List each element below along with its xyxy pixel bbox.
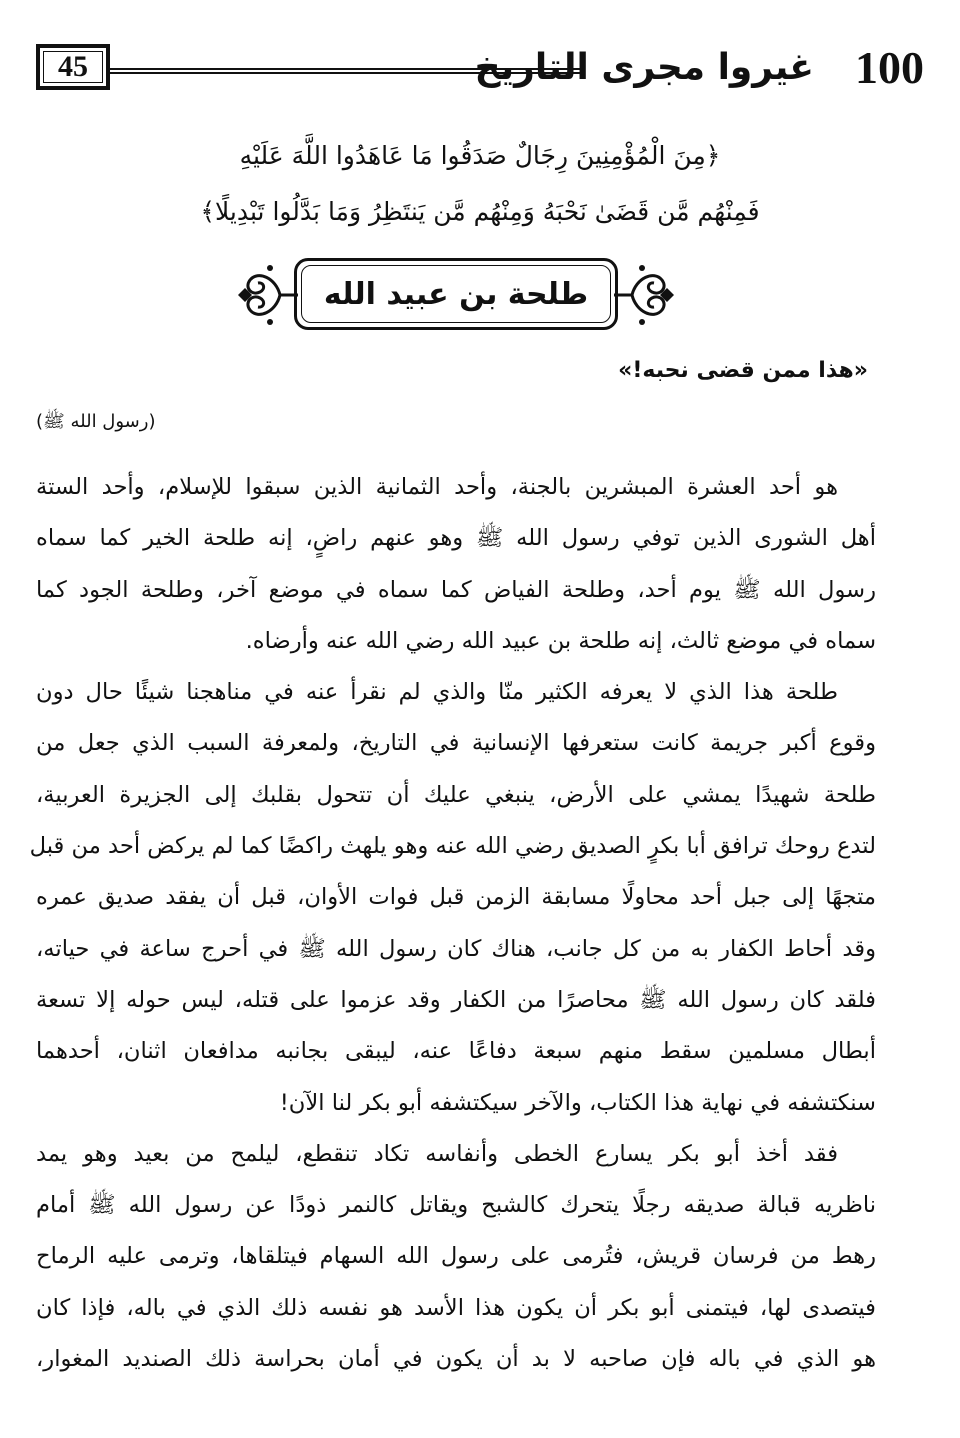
quote-attribution: (رسول الله ﷺ) (36, 411, 156, 432)
text-line: طلحة هذا الذي لا يعرفه الكثير منّا والذي لم نقرأ عنه في مناهجنا شيئًا حال دون (36, 679, 838, 706)
text-line: فلقد كان رسول الله ﷺ محاصرًا من الكفار وقد عزموا على قتله، ليس حوله إلا تسعة (36, 986, 876, 1013)
left-ornament-icon (236, 256, 300, 334)
text-line: أبطال مسلمين سقط منهم سبعة دفاعًا عنه، ليبقى بجانبه مدافعان اثنان، أحدهما (36, 1038, 876, 1065)
page-header (36, 38, 924, 102)
chapter-title: طلحة بن عبيد الله (323, 276, 589, 312)
book-title: غيروا مجرى التاريخ (474, 47, 814, 88)
text-line: فقد أخذ أبو بكر يسارع الخطى وأنفاسه تكاد تنقطع، ليلمح من بعيد وهو يمد (36, 1140, 838, 1167)
page-number: 45 (36, 44, 110, 90)
text-line: طلحة شهيدًا يمشي على الأرض، ينبغي عليك أن تتحول بقلبك إلى الجزيرة العربية، (36, 781, 876, 808)
text-line: هو أحد العشرة المبشرين بالجنة، وأحد الثمانية الذين سبقوا للإسلام، وأحد الستة (36, 474, 838, 500)
body-text (29, 462, 876, 1385)
text-line: رهط من فرسان قريش، فتُرمى على رسول الله السهام فيتلقاها، وترمى عليه الرماح (36, 1243, 876, 1270)
text-line: ناظريه قبالة صديقه رجلًا يتحرك كالشبح ويقاتل كالنمر ذودًا عن رسول الله ﷺ أمام (36, 1192, 876, 1219)
quran-verse (180, 128, 780, 240)
book-number: 100 (855, 42, 924, 93)
text-line: هو الذي في باله فإن صاحبه لا بد أن يكون في أمان بحراسة ذلك الصنديد المغوار، (36, 1346, 876, 1373)
text-line: أهل الشورى الذين توفي رسول الله ﷺ وهو عنهم راضٍ، إنه طلحة الخير كما سماه (36, 525, 876, 552)
chapter-title-frame (236, 252, 676, 338)
text-line: سنكتشفه في نهاية هذا الكتاب، والآخر سيكتشفه أبو بكر لنا الآن! (279, 1089, 876, 1116)
chapter-title-box (294, 258, 618, 330)
text-line: رسول الله ﷺ يوم أحد، وطلحة الفياض كما سماه في موضع آخر، وطلحة الجود كما (36, 576, 876, 603)
text-line: متجهًا إلى جبل أحد محاولًا مسابقة الزمن قبل فوات الأوان، قبل أن يفقد صديق عمره (36, 884, 876, 911)
text-line: سماه في موضع ثالث، إنه طلحة بن عبيد الله رضي الله عنه وأرضاه. (245, 627, 876, 654)
text-line: فيتصدى لها، فيتمنى أبو بكر أن يكون هذا الأسد هو نفسه ذلك الذي في باله، فإذا كان (36, 1294, 876, 1321)
verse-line-1: ﴿مِنَ الْمُؤْمِنِينَ رِجَالٌ صَدَقُوا مَا عَاهَدُوا اللَّهَ عَلَيْهِ (239, 141, 721, 170)
right-ornament-icon (612, 256, 676, 334)
text-line: وقوع أكبر جريمة كانت ستعرفها الإنسانية في التاريخ، ولمعرفة السبب الذي جعل من (36, 730, 876, 757)
text-line: وقد أحاط الكفار به من كل جانب، هناك كان رسول الله ﷺ في أحرج ساعة في حياته، (36, 935, 876, 962)
verse-line-2: فَمِنْهُم مَّن قَضَىٰ نَحْبَهُ وَمِنْهُم مَّن يَنتَظِرُ وَمَا بَدَّلُوا تَبْدِيلًا﴾ (200, 197, 760, 226)
opening-quote: «هذا ممن قضى نحبه!» (618, 358, 868, 383)
text-line: لتدع روحك ترافق أبا بكرٍ الصديق رضي الله عنه وهو يلهث راكضًا كما لم يركض أحد من قبل (29, 833, 876, 860)
